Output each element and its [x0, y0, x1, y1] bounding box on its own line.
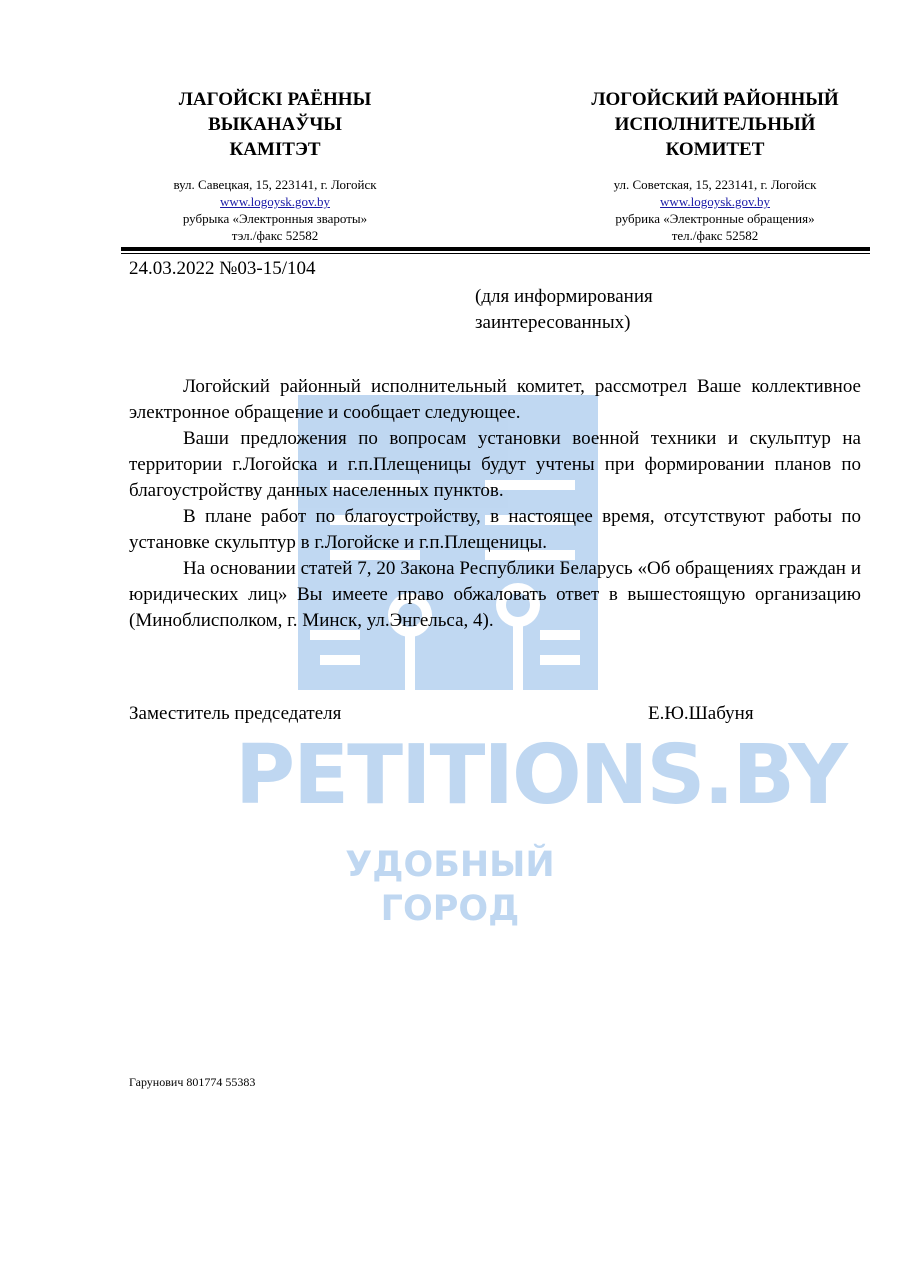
- executor-note: Гарунович 801774 55383: [129, 1075, 256, 1089]
- letter-text: [129, 374, 861, 634]
- right-rubric: рубрика «Электронные обращения»: [615, 211, 815, 226]
- left-website-link[interactable]: www.logoysk.gov.by: [220, 194, 330, 209]
- right-website-link[interactable]: www.logoysk.gov.by: [660, 194, 770, 209]
- right-phone: тел./факс 52582: [671, 228, 759, 243]
- right-org-title: ЛОГОЙСКИЙ РАЙОННЫЙ ИСПОЛНИТЕЛЬНЫЙ КОМИТЕТ: [591, 89, 839, 160]
- letterhead-right: [565, 87, 865, 244]
- left-org-contacts: [125, 176, 425, 244]
- paragraph: Ваши предложения по вопросам установки военной техники и скульптур на территории г.Логойска и г.п.Плещеницы будут учтены при формировании планов по благоустройству данных населенных пунктов.: [129, 428, 861, 501]
- paragraph: На основании статей 7, 20 Закона Республики Беларусь «Об обращениях граждан и юридических лиц» Вы имеете право обжаловать ответ в вышестоящую организацию (Миноблисполком, г. Минск, ул.Энгельса, 4).: [129, 558, 861, 631]
- letterhead-left: [125, 87, 425, 244]
- left-address: вул. Савецкая, 15, 223141, г. Логойск: [173, 177, 377, 192]
- date-number: 24.03.2022 №03-15/104: [129, 258, 316, 279]
- paragraph: Логойский районный исполнительный комитет, рассмотрел Ваше коллективное электронное обращение и сообщает следующее.: [129, 376, 861, 423]
- left-phone: тэл./факс 52582: [231, 228, 319, 243]
- paragraph: В плане работ по благоустройству, в настоящее время, отсутствуют работы по установке скульптур в г.Логойске и г.п.Плещеницы.: [129, 506, 861, 553]
- watermark-tagline: УДОБНЫЙ ГОРОД: [345, 845, 555, 929]
- letterhead-rule-thick: [121, 247, 870, 251]
- right-address: ул. Советская, 15, 223141, г. Логойск: [613, 177, 817, 192]
- signer-name: Е.Ю.Шабуня: [648, 703, 754, 724]
- left-org-title: ЛАГОЙСКІ РАЁННЫ ВЫКАНАЎЧЫ КАМІТЭТ: [178, 89, 372, 160]
- left-rubric: рубрыка «Электронныя звароты»: [182, 211, 368, 226]
- watermark-brand: PETITIONS.BY: [235, 728, 846, 823]
- letterhead: [0, 0, 905, 260]
- right-org-contacts: [565, 176, 865, 244]
- letterhead-rule-thin: [121, 253, 870, 254]
- addressee: (для информирования заинтересованных): [475, 286, 653, 333]
- signer-position: Заместитель председателя: [129, 703, 342, 724]
